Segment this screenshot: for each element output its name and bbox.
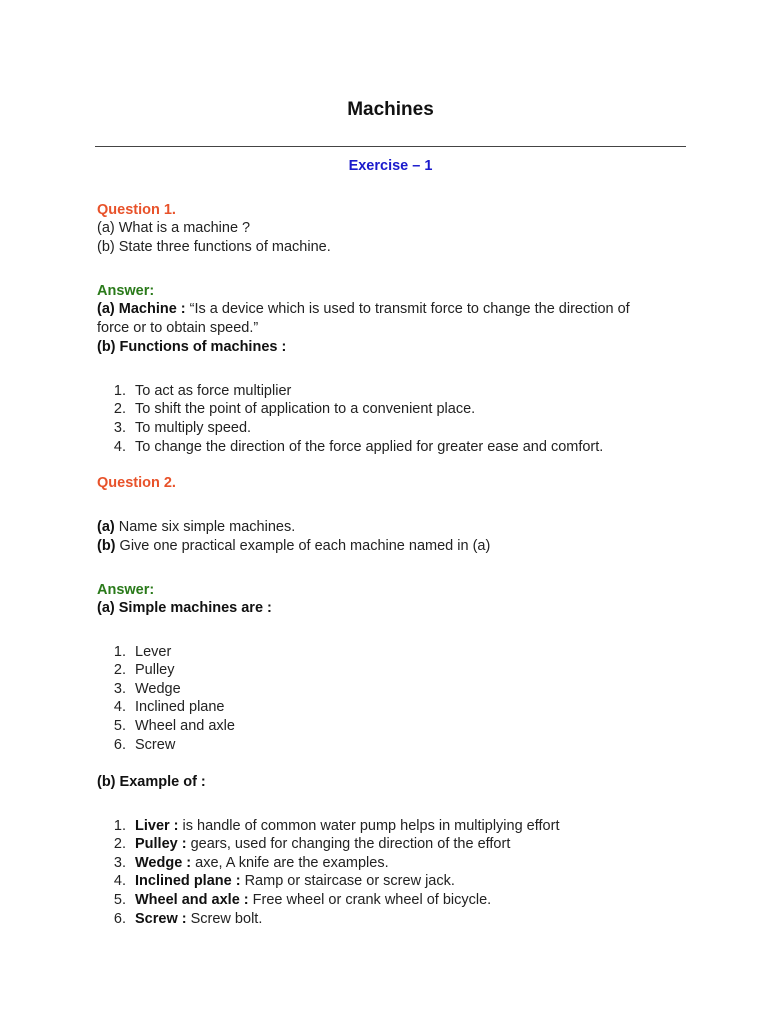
answer-2-part-b-label: (b) Example of : [97,774,206,790]
list-item: 2. Pulley : gears, used for changing the direction of the effort [113,836,511,852]
list-item: 6. Screw : Screw bolt. [113,911,263,927]
list-item: 4. To change the direction of the force applied for greater ease and comfort. [113,439,604,455]
question-1-part-b: (b) State three functions of machine. [97,239,331,255]
exercise-heading: Exercise – 1 [348,158,433,174]
list-item: 5. Wheel and axle : Free wheel or crank wheel of bicycle. [113,892,492,908]
list-item: 5. Wheel and axle [113,718,235,734]
list-item: 1. Lever [113,644,172,660]
list-item: 1. Liver : is handle of common water pump helps in multiplying effort [113,818,560,834]
list-item: 3. Wedge : axe, A knife are the examples. [113,855,389,871]
answer-1-part-a-line-2: force or to obtain speed.” [97,320,259,336]
answer-1-heading: Answer: [97,283,155,299]
question-2-part-b: (b) Give one practical example of each machine named in (a) [97,538,491,554]
answer-2-part-a-label: (a) Simple machines are : [97,600,272,616]
answer-1-part-a-line-1 [97,300,630,319]
question-1-part-a: (a) What is a machine ? [97,220,251,236]
list-item: 3. To multiply speed. [113,420,252,436]
answer-1-part-b-label: (b) Functions of machines : [97,339,287,355]
list-item: 4. Inclined plane [113,699,225,715]
answer-2-heading: Answer: [97,582,155,598]
question-2-heading: Question 2. [97,475,176,491]
list-item: 3. Wedge [113,681,181,697]
answer-1-part-a-label: (a) Machine : [97,301,186,317]
list-item: 4. Inclined plane : Ramp or staircase or screw jack. [113,873,455,889]
question-1-heading: Question 1. [97,202,176,218]
list-item: 1. To act as force multiplier [113,383,292,399]
title-divider [95,146,686,147]
list-item: 2. Pulley [113,662,175,678]
list-item: 2. To shift the point of application to a convenient place. [113,401,476,417]
list-item: 6. Screw [113,737,176,753]
question-2-part-a: (a) Name six simple machines. [97,519,296,535]
answer-1-part-a-text: “Is a device which is used to transmit force to change the direction of [185,301,630,317]
page-title: Machines [347,99,434,120]
